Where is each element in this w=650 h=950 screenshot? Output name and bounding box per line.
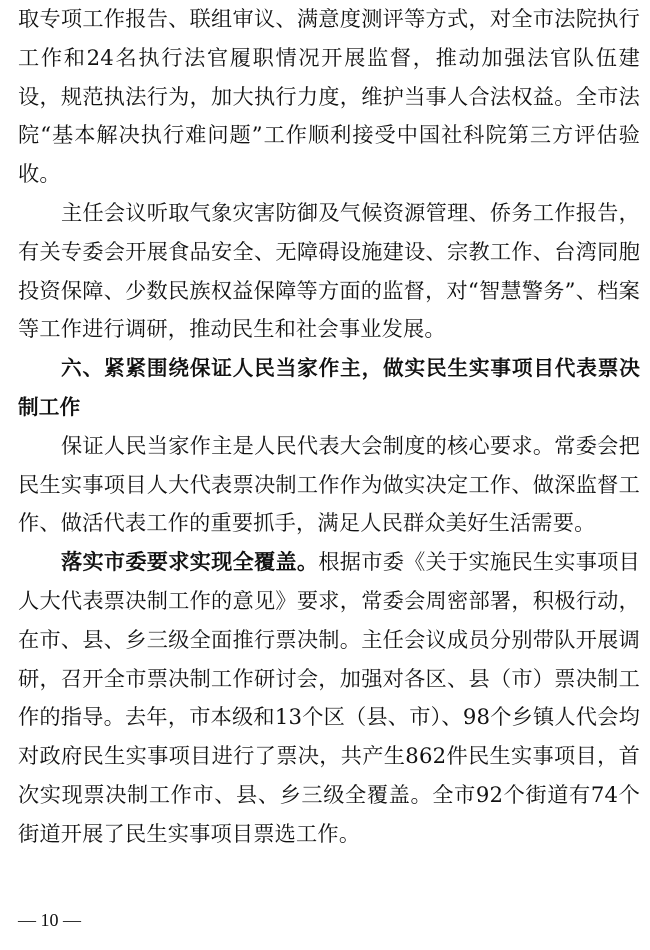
paragraph-director-meeting: 主任会议听取气象灾害防御及气候资源管理、侨务工作报告，有关专委会开展食品安全、无障碍设施建设、宗教工作、台湾同胞投资保障、少数民族权益保障等方面的监督，对“智慧警务”、档案等工作进行调研，推动民生和社会事业发展。 xyxy=(18,199,640,342)
paragraph-body: 根据市委《关于实施民生实事项目人大代表票决制工作的意见》要求，常委会周密部署，积极行动，在市、县、乡三级全面推行票决制。主任会议成员分别带队开展调研，召开全市票决制工作研讨会，加强对各区、县（市）票决制工作的指导。去年，市本级和13个区（县、市）、98个乡镇人代会均对政府民生实事项目进行了票决，共产生862件民生实事项目，首次实现票决制工作市、县、乡三级全覆盖。全市92个街道有74个街道开展了民生实事项目票选工作。 xyxy=(18,549,640,846)
document-page xyxy=(18,0,640,854)
page-number: — 10 — xyxy=(18,910,81,930)
paragraph-lead-phrase: 落实市委要求实现全覆盖。 xyxy=(61,549,319,575)
paragraph-full-coverage xyxy=(18,543,640,853)
paragraph-core-requirement: 保证人民当家作主是人民代表大会制度的核心要求。常委会把民生实事项目人大代表票决制工作作为做实决定工作、做深监督工作、做活代表工作的重要抓手，满足人民群众美好生活需要。 xyxy=(18,432,640,536)
paragraph-continued: 取专项工作报告、联组审议、满意度测评等方式，对全市法院执行工作和24名执行法官履职情况开展监督，推动加强法官队伍建设，规范执法行为，加大执行力度，维护当事人合法权益。全市法院“基本解决执行难问题”工作顺利接受中国社科院第三方评估验收。 xyxy=(18,6,640,187)
section-heading: 六、紧紧围绕保证人民当家作主，做实民生实事项目代表票决制工作 xyxy=(18,356,640,419)
